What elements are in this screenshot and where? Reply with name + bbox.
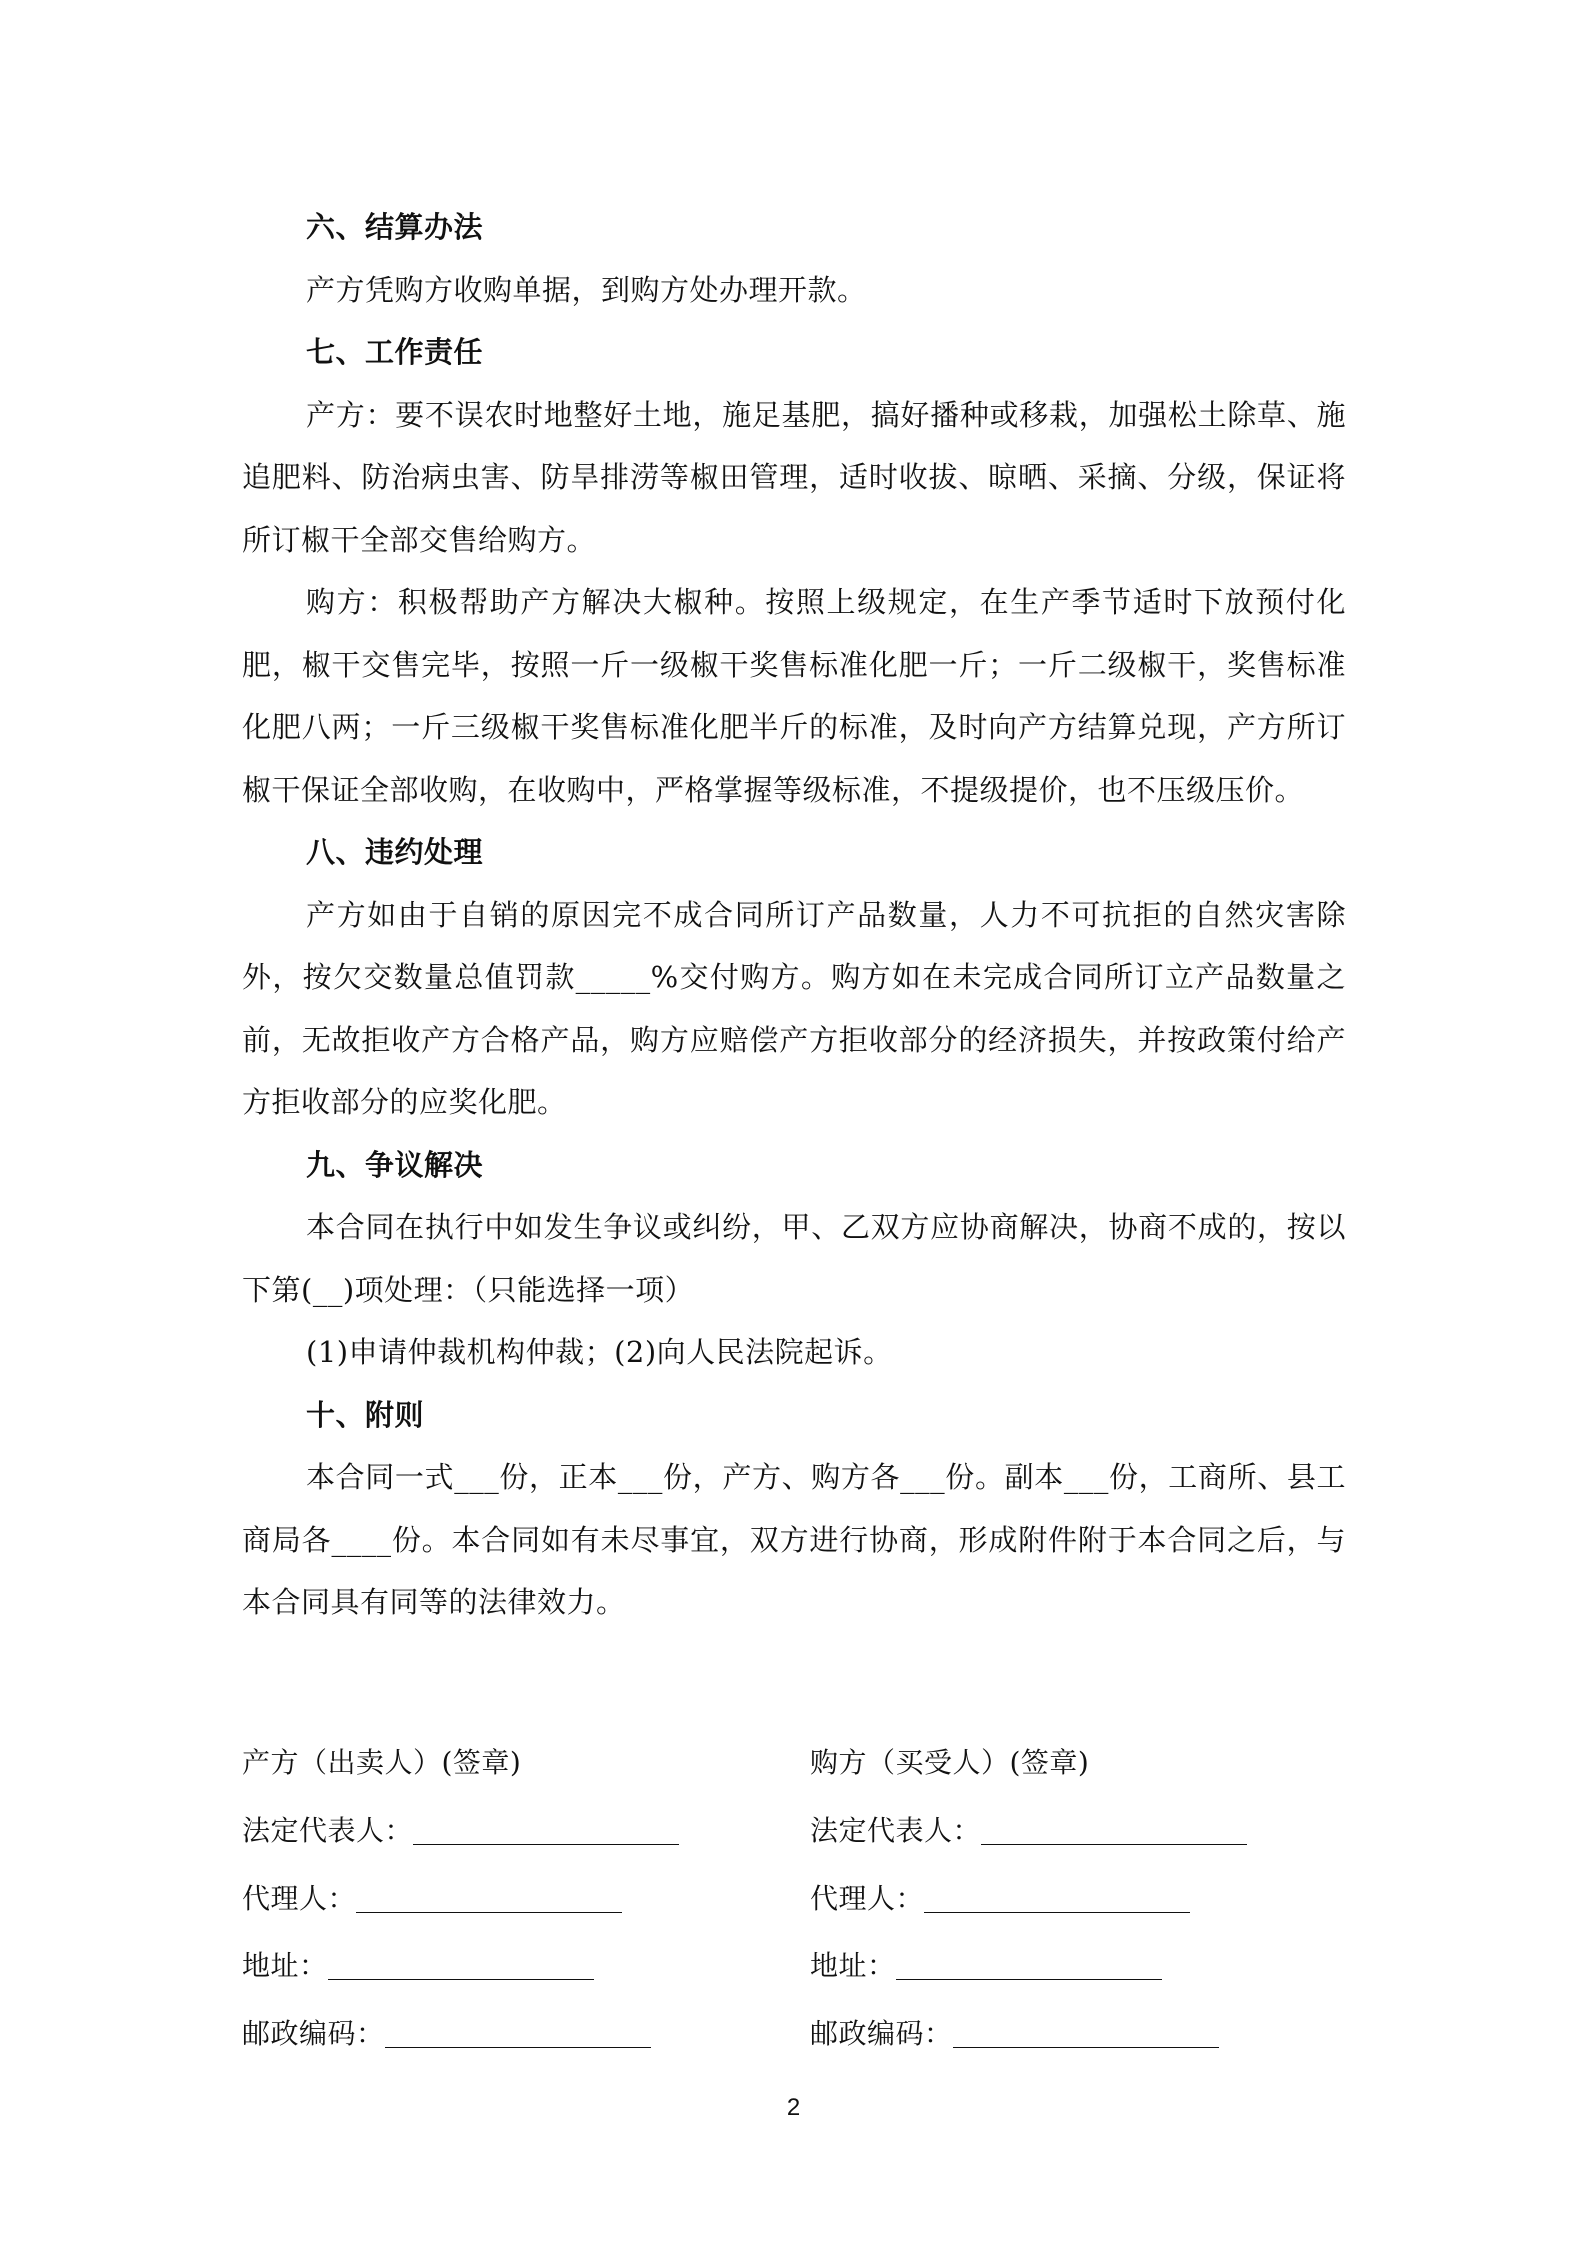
section-responsibilities — [242, 321, 1346, 821]
section-heading-supplementary: 十、附则 — [306, 1397, 425, 1432]
buyer-postal-code-line — [953, 2019, 1219, 2048]
producer-signature-title-row — [242, 1743, 521, 1783]
producer-agent-row — [242, 1879, 622, 1919]
producer-postal-code-row — [242, 2014, 651, 2054]
signature-block — [242, 1743, 1362, 2073]
producer-legal-rep-line — [413, 1816, 679, 1845]
buyer-legal-rep-line — [981, 1816, 1247, 1845]
contract-body — [242, 196, 1346, 1634]
buyer-legal-rep-row — [810, 1811, 1247, 1851]
producer-agent-line — [356, 1884, 622, 1913]
producer-address-row — [242, 1946, 594, 1986]
section-heading-responsibilities: 七、工作责任 — [306, 335, 484, 369]
dispute-options: (1)申请仲裁机构仲裁；(2)向人民法院起诉。 — [306, 1335, 893, 1369]
section-heading-breach: 八、违约处理 — [306, 835, 484, 869]
producer-postal-code-line — [385, 2019, 651, 2048]
producer-agent-label: 代理人： — [242, 1882, 357, 1915]
dispute-paragraph: 本合同在执行中如发生争议或纠纷，甲、乙双方应协商解决，协商不成的，按以下第(__)项处理：（只能选择一项） — [242, 1210, 1346, 1307]
buyer-address-label: 地址： — [810, 1949, 896, 1982]
producer-signature-title: 产方（出卖人）(签章) — [242, 1746, 522, 1779]
buyer-address-line — [896, 1951, 1162, 1980]
producer-address-label: 地址： — [242, 1949, 328, 1982]
buyer-agent-line — [924, 1884, 1190, 1913]
buyer-signature-title-row — [810, 1743, 1089, 1783]
page-number: 2 — [786, 2094, 801, 2121]
buyer-postal-code-row — [810, 2014, 1219, 2054]
breach-paragraph: 产方如由于自销的原因完不成合同所订产品数量，人力不可抗拒的自然灾害除外，按欠交数量总值罚款_____%交付购方。购方如在未完成合同所订立产品数量之前，无故拒收产方合格产品，购方应赔偿产方拒收部分的经济损失，并按政策付给产方拒收部分的应奖化肥。 — [242, 897, 1346, 1119]
producer-address-line — [328, 1951, 594, 1980]
producer-legal-rep-label: 法定代表人： — [242, 1814, 414, 1847]
producer-postal-code-label: 邮政编码： — [242, 2017, 385, 2050]
section-supplementary — [242, 1384, 1346, 1634]
producer-duties-paragraph: 产方：要不误农时地整好土地，施足基肥，搞好播种或移栽，加强松土除草、施追肥料、防治病虫害、防旱排涝等椒田管理，适时收拔、晾晒、采摘、分级，保证将所订椒干全部交售给购方。 — [242, 397, 1346, 557]
section-heading-dispute: 九、争议解决 — [306, 1147, 484, 1182]
section-settlement — [242, 196, 1346, 321]
supplementary-paragraph: 本合同一式___份，正本___份，产方、购方各___份。副本___份，工商所、县工商局各____份。本合同如有未尽事宜，双方进行协商，形成附件附于本合同之后，与本合同具有同等的法律效力。 — [242, 1460, 1346, 1619]
buyer-legal-rep-label: 法定代表人： — [810, 1814, 982, 1847]
buyer-duties-paragraph: 购方：积极帮助产方解决大椒种。按照上级规定，在生产季节适时下放预付化肥，椒干交售完毕，按照一斤一级椒干奖售标准化肥一斤；一斤二级椒干，奖售标准化肥八两；一斤三级椒干奖售标准化肥半斤的标准，及时向产方结算兑现，产方所订椒干保证全部收购，在收购中，严格掌握等级标准，不提级提价，也不压级压价。 — [242, 585, 1346, 807]
buyer-postal-code-label: 邮政编码： — [810, 2017, 953, 2050]
buyer-agent-label: 代理人： — [810, 1882, 925, 1915]
buyer-agent-row — [810, 1879, 1190, 1919]
producer-legal-rep-row — [242, 1811, 679, 1851]
section-heading-settlement: 六、结算办法 — [306, 210, 484, 244]
settlement-paragraph: 产方凭购方收购单据，到购方处办理开款。 — [306, 272, 867, 307]
section-dispute — [242, 1134, 1346, 1384]
section-breach — [242, 821, 1346, 1134]
buyer-address-row — [810, 1946, 1162, 1986]
buyer-signature-title: 购方（买受人）(签章) — [810, 1746, 1090, 1779]
